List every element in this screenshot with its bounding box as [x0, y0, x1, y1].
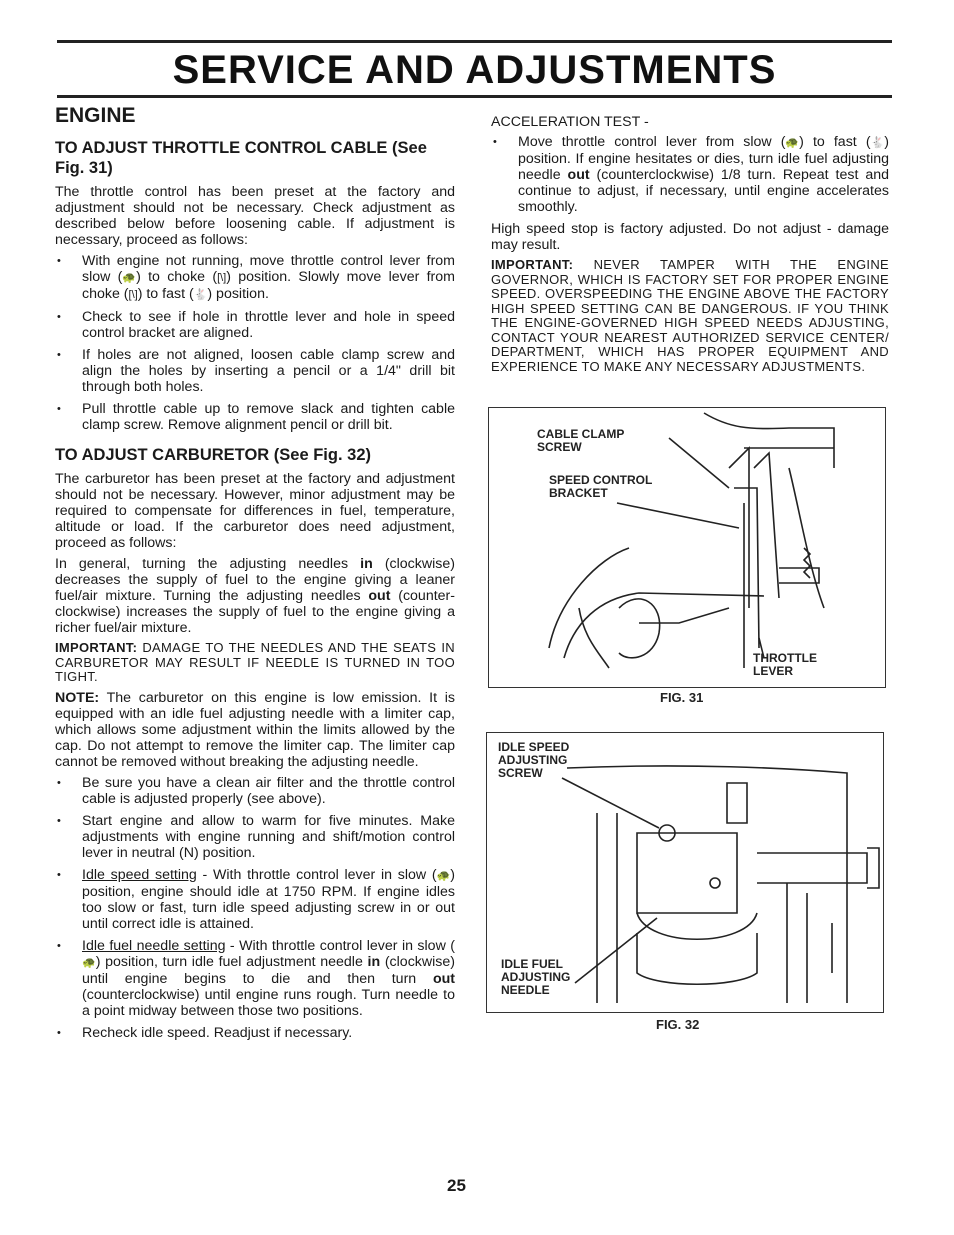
carb-step-1: • Be sure you have a clean air filter and the throttle control cable is adjusted properly (see above).	[55, 775, 455, 807]
title-underline	[57, 95, 892, 98]
throttle-steps	[55, 253, 455, 433]
throttle-step-2: • Check to see if hole in throttle lever and hole in speed control bracket are aligned.	[55, 309, 455, 341]
label-idle-speed-adjusting-screw: IDLE SPEED ADJUSTING SCREW	[498, 740, 570, 780]
throttle-intro: The throttle control has been preset at the factory and adjustment should not be necessary. Check adjustment as described below before loosening cable. If adjustment is necessary, proceed as follows:	[55, 184, 455, 248]
carb-intro: The carburetor has been preset at the factory and adjustment should not be necessary. However, minor adjustment may be required to compensate for differences in fuel, temperature, altitude or load. If the carburetor does need adjustment, proceed as follows:	[55, 471, 455, 551]
label-cable-clamp-screw: CABLE CLAMP SCREW	[537, 427, 625, 454]
accel-heading: ACCELERATION TEST -	[491, 114, 649, 130]
rabbit-icon: 🐇	[870, 137, 885, 149]
governor-important: IMPORTANT: NEVER TAMPER WITH THE ENGINE GOVERNOR, WHICH IS FACTORY SET FOR PROPER ENGINE SPEED. OVERSPEEDING THE ENGINE ABOVE THE FACTORY HIGH SPEED SETTING CAN BE DANGEROUS. IF YOU THINK THE ENGINE-GOVERNED HIGH SPEED NEEDS ADJUSTING, CONTACT YOUR NEAREST AUTHORIZED SERVICE CENTER/ DEPARTMENT, WHICH HAS PROPER EQUIPMENT AND EXPERIENCE TO MAKE ANY NECESSARY ADJUSTMENTS.	[491, 257, 889, 374]
choke-icon: [\]	[128, 289, 138, 301]
accel-step-1: • Move throttle control lever from slow (🐢) to fast (🐇) position. If engine hesitates or dies, turn idle fuel adjusting needle out (counterclockwise) 1/8 turn. Repeat test and continue to adjust, if necessary, until engine accelerates smoothly.	[491, 134, 889, 215]
rabbit-icon: 🐇	[193, 289, 208, 301]
throttle-step-4: • Pull throttle cable up to remove slack and tighten cable clamp screw. Remove alignment pencil or drill bit.	[55, 401, 455, 433]
carb-step-4: • Idle fuel needle setting - With throttle control lever in slow (🐢) position, turn idle fuel adjustment needle in (clockwise) until engine begins to die and then turn out (counterclockwise) until engine runs rough. Turn needle to a point midway between those two positions.	[55, 938, 455, 1019]
section-heading-engine: ENGINE	[55, 104, 136, 127]
label-idle-fuel-adjusting-needle: IDLE FUEL ADJUSTING NEEDLE	[501, 957, 571, 997]
carb-step-3: • Idle speed setting - With throttle control lever in slow (🐢) position, engine should idle at 1750 RPM. If engine idles too slow or fast, turn idle speed adjusting screw in or out until correct idle is attained.	[55, 867, 455, 932]
right-column	[491, 114, 889, 379]
turtle-icon: 🐢	[436, 869, 451, 882]
turtle-icon: 🐢	[82, 956, 96, 969]
figure-31	[488, 407, 886, 688]
throttle-step-1: • With engine not running, move throttle control lever from slow (🐢) to choke ([\]) position. Slowly move lever from choke ([\]) to fast (🐇) position.	[55, 253, 455, 303]
page-title: SERVICE AND ADJUSTMENTS	[172, 48, 777, 92]
carb-step-2: • Start engine and allow to warm for five minutes. Make adjustments with engine running and shift/motion control lever in neutral (N) position.	[55, 813, 455, 861]
carb-general: In general, turning the adjusting needles in (clockwise) decreases the supply of fuel to the engine giving a leaner fuel/air mixture. Turning the adjusting needles out (counter-clockwise) increases the supply of fuel to the engine giving a richer fuel/air mixture.	[55, 556, 455, 636]
carb-important: IMPORTANT: DAMAGE TO THE NEEDLES AND THE SEATS IN CARBURETOR MAY RESULT IF NEEDLE IS TURNED IN TOO TIGHT.	[55, 640, 455, 684]
top-rule	[57, 40, 892, 43]
figure-32-caption: FIG. 32	[656, 1017, 700, 1032]
carb-steps	[55, 775, 455, 1041]
left-column	[55, 104, 455, 1047]
label-throttle-lever: THROTTLE LEVER	[753, 651, 817, 678]
page-number: 25	[447, 1176, 466, 1195]
figure-31-caption: FIG. 31	[660, 690, 704, 705]
turtle-icon: 🐢	[785, 137, 800, 149]
carb-note: NOTE: The carburetor on this engine is low emission. It is equipped with an idle fuel adjusting needle with a limiter cap, which allows some adjustment within the limits allowed by the cap. Do not attempt to remove the limiter cap. The limiter cap cannot be removed without breaking the adjusting needle.	[55, 689, 455, 770]
throttle-heading: TO ADJUST THROTTLE CONTROL CABLE (See Fig. 31)	[55, 139, 427, 177]
throttle-step-3: • If holes are not aligned, loosen cable clamp screw and align the holes by inserting a pencil or a 1/4" drill bit through both holes.	[55, 347, 455, 395]
accel-steps	[491, 134, 889, 215]
figure-32	[486, 732, 884, 1013]
carburetor-heading: TO ADJUST CARBURETOR (See Fig. 32)	[55, 446, 371, 464]
turtle-icon: 🐢	[122, 272, 137, 284]
carb-step-5: • Recheck idle speed. Readjust if necessary.	[55, 1025, 455, 1041]
high-speed-note: High speed stop is factory adjusted. Do not adjust - damage may result.	[491, 221, 889, 253]
label-speed-control-bracket: SPEED CONTROL BRACKET	[549, 473, 653, 500]
choke-icon: [\]	[217, 272, 227, 284]
